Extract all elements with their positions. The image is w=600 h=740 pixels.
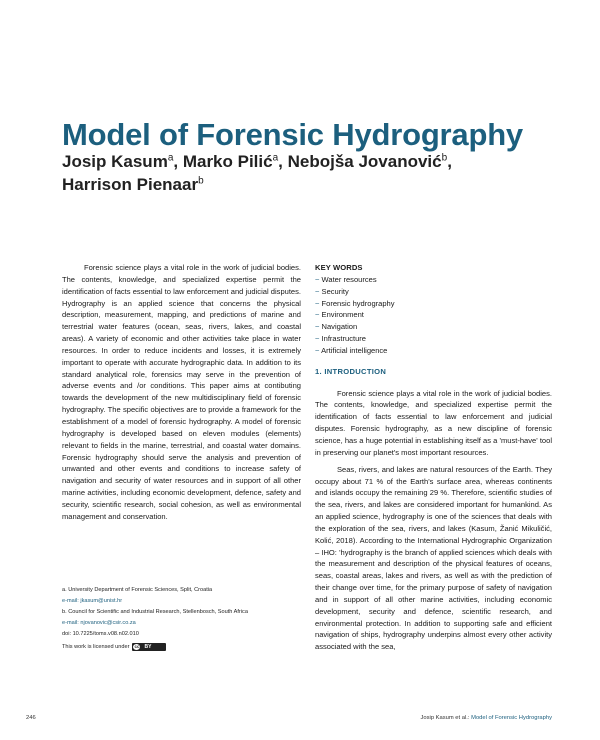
running-footer <box>421 715 552 721</box>
affiliation-a: a. University Department of Forensic Sciences, Split, Croatia <box>62 587 213 593</box>
keywords-list <box>315 274 552 357</box>
intro-paragraph: Seas, rivers, and lakes are natural resources of the Earth. They occupy about 71 % of the Earth's surface area, whereas continents and islands occupy the remaining 29 %. Therefore, scientific studies of the sea, rivers, and lakes are considered important for humankind. As an applied science, hydrography is one of the sciences that deals with the exploration of the sea, rivers, and lakes (Kasum, Žanić Mikuličić, Kolić, 2018). According to the International Hydrographic Organization – IHO: 'hydrography is the branch of applied sciences which deals with the measurement and description of the physical features of oceans, seas, coastal areas, lakes and rivers, as well as with the prediction of their change over time, for the primary purpose of safety of navigation and in support of all other marine activities, including economic development, security and defence, scientific research, and environmental protection. In addition to supporting safe and efficient navigation of ships, hydrography underpins almost every other activity associated with the sea, <box>315 464 552 652</box>
footer-authors: Josip Kasum et al.: <box>420 715 470 721</box>
keyword-item: ~ Infrastructure <box>315 334 366 344</box>
author: Marko Pilić$^a$, <box>182 152 288 171</box>
author-list <box>62 150 562 196</box>
by-label: BY <box>144 643 152 650</box>
affiliation-a-email[interactable]: e-mail: jkasum@unist.hr <box>62 598 123 604</box>
doi[interactable]: doi: 10.7225/toms.v08.n02.010 <box>62 631 139 637</box>
author: Harrison Pienaar$^b$ <box>62 175 204 194</box>
footer-title: Model of Forensic Hydrography <box>471 715 552 721</box>
introduction-body <box>315 388 552 654</box>
license-text: This work is licensed under <box>62 643 130 650</box>
right-column <box>315 262 552 653</box>
author: Josip Kasum$^a$, <box>62 152 183 171</box>
author: Nebojša Jovanović$^b$, <box>287 152 452 171</box>
paper-title: Model of Forensic Hydrography <box>62 116 523 152</box>
affiliation-b: b. Council for Scientific and Industrial Research, Stellenbosch, South Africa <box>62 609 248 615</box>
section-heading-introduction: 1. INTRODUCTION <box>315 366 387 376</box>
abstract-text: Forensic science plays a vital role in the work of judicial bodies. The contents, knowledge, and specialized expertise permit the identification of facts essential to law enforcement and judicial disputes. Hydrography is an applied science that concerns the physical description, measurement, mapping, and predictions of marine and terrestrial water features (ocean, seas, rivers, lakes, and coastal areas). A variety of economic and other activities take place in water resources. In order to reduce incidents and losses, it is extremely important to operate with accurate hydrographic data. In addition to its standard analytical role, forensics may serve in the prevention of adverse events and /or conditions. This paper aims at contibuting towards the development of the new multidisciplinary field of forensic hydrography. The specific objectives are to provide a framework for the establishment of a model of forensic hydrography. A model of forensic hydrography is developed based on eleven modules (elements) relevant to fields in the marine, terrestrial, and coastal water domains. Forensic hydrography should serve the analysis and prevention of unwanted and other events and conditions to increase safety of navigation and security of water resources and in support of all other marine activities, including economic development, defence, safety and security, scientific research, social cohesion, as well as environmental management and conservation. <box>62 263 301 521</box>
keyword-item: ~ Security <box>315 286 349 296</box>
keyword-item: ~ Environment <box>315 310 364 320</box>
keywords-heading: KEY WORDS <box>315 263 363 272</box>
page-number: 246 <box>26 715 36 721</box>
intro-paragraph: Forensic science plays a vital role in the work of judicial bodies. The contents, knowledge, and specialized expertise permit the identification of facts essential to law enforcement and judicial disputes. Forensic hydrography, as a new discipline of forensic science, has a huge potential in establishing itself as a 'must-have' tool in preserving our planet's most important resources. <box>315 388 552 457</box>
affiliations <box>62 586 301 652</box>
license-row <box>62 641 301 652</box>
cc-icon: cc <box>134 643 140 649</box>
keyword-item: ~ Artificial intelligence <box>315 345 388 355</box>
keyword-item: ~ Water resources <box>315 274 377 284</box>
affiliation-b-email[interactable]: e-mail: njovanovic@csir.co.za <box>62 620 136 626</box>
cc-by-license-icon[interactable] <box>132 643 166 651</box>
abstract <box>62 262 301 523</box>
keyword-item: ~ Navigation <box>315 322 358 332</box>
keyword-item: ~ Forensic hydrography <box>315 298 395 308</box>
